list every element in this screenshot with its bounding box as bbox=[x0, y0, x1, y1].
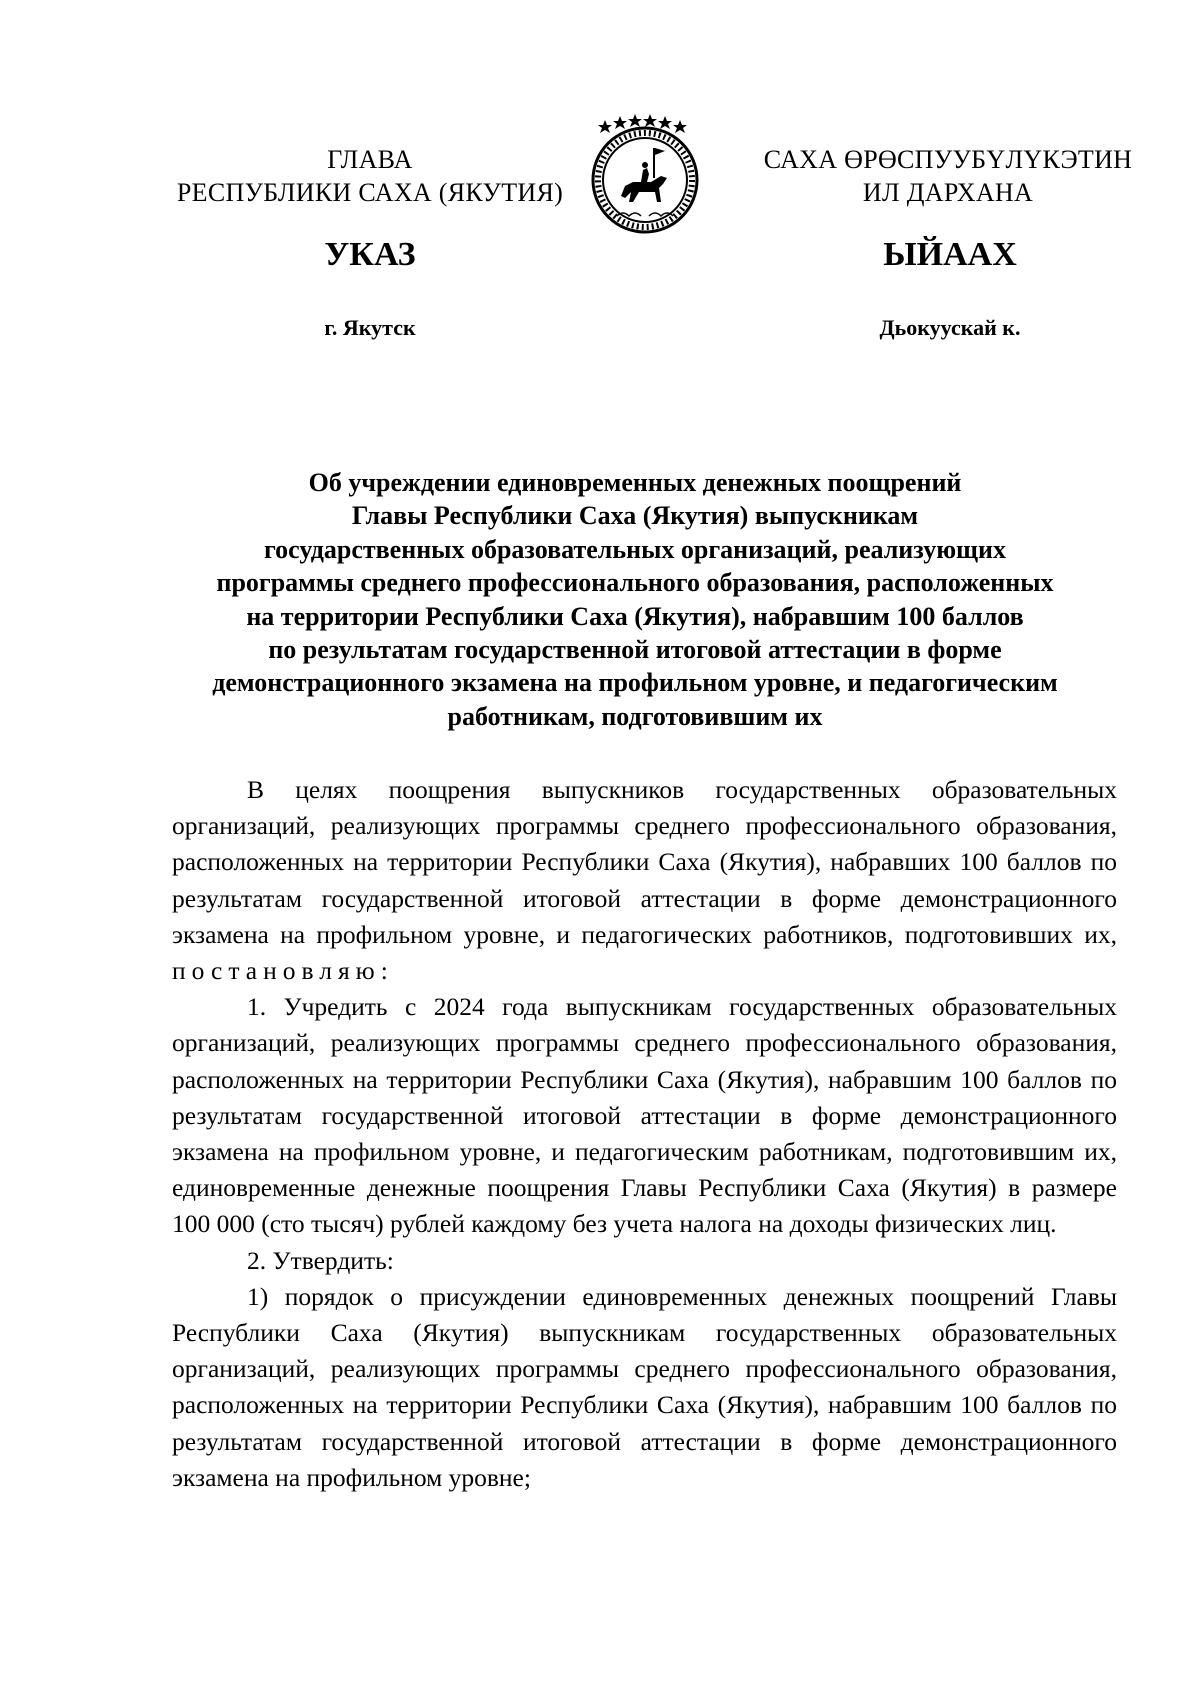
decree-body bbox=[172, 772, 1117, 1496]
header-right bbox=[738, 143, 1158, 209]
header-left-line2: РЕСПУБЛИКИ САХА (ЯКУТИЯ) bbox=[176, 178, 564, 207]
item-2-paragraph: 2. Утвердить: bbox=[247, 1245, 394, 1275]
preamble-paragraph bbox=[172, 772, 1117, 989]
doc-type-ru: УКАЗ bbox=[324, 236, 416, 273]
header-left bbox=[160, 143, 580, 209]
city-sakha: Дьокуускай к. bbox=[879, 315, 1021, 340]
title-line: на территории Республики Саха (Якутия), набравшим 100 баллов bbox=[246, 601, 1024, 631]
title-line: государственных образовательных организаций, реализующих bbox=[263, 534, 1006, 564]
title-line: по результатам государственной итоговой аттестации в форме bbox=[268, 635, 1002, 665]
title-line: демонстрационного экзамена на профильном уровне, и педагогическим bbox=[212, 668, 1058, 698]
title-line: Об учреждении единовременных денежных поощрений bbox=[308, 468, 962, 497]
item-1-paragraph: 1. Учредить с 2024 года выпускникам государственных образовательных организаций, реализующих программы среднего профессионального образования, расположенных на территории Республики Саха (Якутия), набравшим 100 баллов по результатам государственной итоговой аттестации в форме демонстрационного экзамена на профильном уровне, и педагогическим работникам, подготовившим их, единовременные денежные поощрения Главы Республики Саха (Якутия) в размере 100 000 (сто тысяч) рублей каждому без учета налога на доходы физических лиц. bbox=[172, 992, 1117, 1239]
header-right-line1: САХА ӨРӨСПУУБҮЛҮКЭТИН bbox=[763, 145, 1133, 174]
coat-of-arms-sakha-icon bbox=[583, 112, 707, 236]
decree-title bbox=[170, 466, 1100, 733]
decree-word: постановляю: bbox=[172, 956, 394, 986]
title-line: работникам, подготовившим их bbox=[447, 701, 823, 731]
doc-type-sakha: ЫЙААХ bbox=[883, 236, 1017, 273]
item-2-1-paragraph: 1) порядок о присуждении единовременных денежных поощрений Главы Республики Саха (Якутия) выпускникам государственных образовательных организаций, реализующих программы среднего профессионального образования, расположенных на территории Республики Саха (Якутия), набравшим 100 баллов по результатам государственной итоговой аттестации в форме демонстрационного экзамена на профильном уровне; bbox=[172, 1281, 1117, 1492]
header-left-line1: ГЛАВА bbox=[327, 145, 413, 174]
title-line: программы среднего профессионального образования, расположенных bbox=[216, 568, 1054, 598]
header-right-line2: ИЛ ДАРХАНА bbox=[862, 178, 1034, 207]
title-line: Главы Республики Саха (Якутия) выпускникам bbox=[351, 501, 919, 531]
preamble-text: В целях поощрения выпускников государственных образовательных организаций, реализующих программы среднего профессионального образования, расположенных на территории Республики Саха (Якутия), набравших 100 баллов по результатам государственной итоговой аттестации в форме демонстрационного экзамена на профильном уровне, и педагогических работников, подготовивших их, bbox=[172, 775, 1117, 949]
city-ru: г. Якутск bbox=[324, 315, 416, 340]
